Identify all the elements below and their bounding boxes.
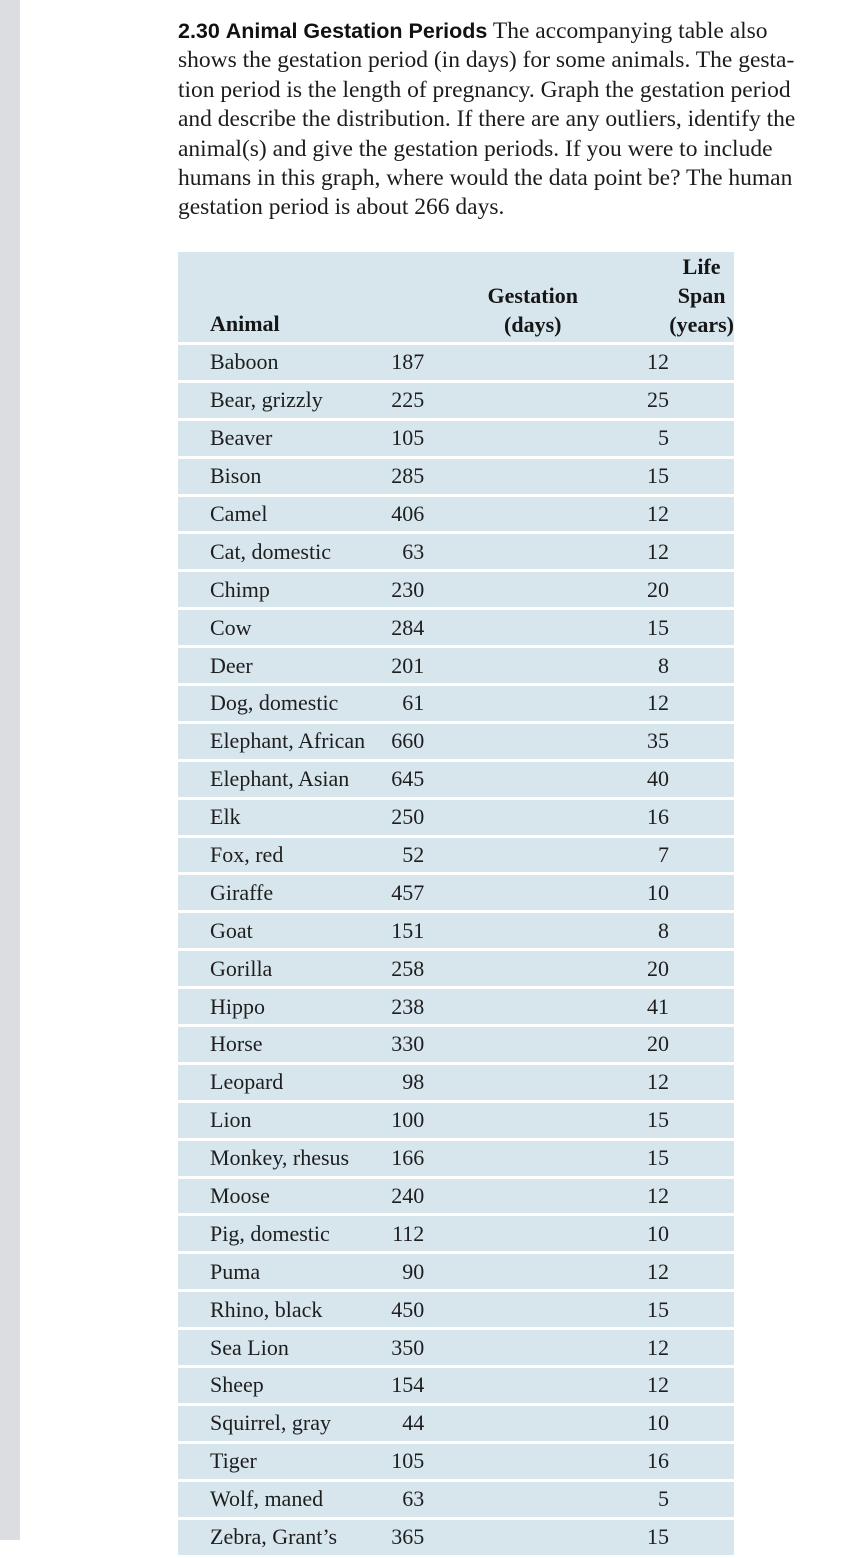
cell-animal: Sea Lion <box>178 1330 391 1368</box>
cell-lifespan: 5 <box>639 421 734 459</box>
cell-gestation: 98 <box>391 1065 639 1103</box>
cell-lifespan: 16 <box>639 800 734 838</box>
cell-gestation: 238 <box>391 989 639 1027</box>
cell-animal: Bison <box>178 459 391 497</box>
cell-lifespan: 8 <box>639 648 734 686</box>
cell-animal: Leopard <box>178 1065 391 1103</box>
cell-lifespan: 20 <box>639 951 734 989</box>
cell-lifespan: 10 <box>639 875 734 913</box>
cell-animal: Elk <box>178 800 391 838</box>
problem-text-line: gestation period is about 266 days. <box>178 194 505 221</box>
cell-animal: Moose <box>178 1179 391 1217</box>
cell-animal: Giraffe <box>178 875 391 913</box>
problem-text-line: tion period is the length of pregnancy. Graph the gestation period <box>178 76 791 103</box>
cell-gestation: 284 <box>391 610 639 648</box>
cell-gestation: 63 <box>391 534 639 572</box>
table-row <box>178 800 734 838</box>
cell-lifespan: 12 <box>639 1368 734 1406</box>
cell-lifespan: 41 <box>639 989 734 1027</box>
cell-animal: Fox, red <box>178 838 391 876</box>
table-row <box>178 1292 734 1330</box>
cell-gestation: 100 <box>391 1103 639 1141</box>
cell-animal: Horse <box>178 1027 391 1065</box>
problem-title: Animal Gestation Periods <box>225 19 488 43</box>
cell-lifespan: 20 <box>639 572 734 610</box>
header-gestation <box>391 252 639 345</box>
cell-lifespan: 15 <box>639 459 734 497</box>
cell-gestation: 350 <box>391 1330 639 1368</box>
cell-lifespan: 12 <box>639 1179 734 1217</box>
cell-gestation: 187 <box>391 345 639 383</box>
problem-text-line: animal(s) and give the gestation periods. If you were to include <box>178 135 773 162</box>
cell-animal: Lion <box>178 1103 391 1141</box>
table-row <box>178 1520 734 1558</box>
cell-animal: Wolf, maned <box>178 1482 391 1520</box>
cell-lifespan: 15 <box>639 610 734 648</box>
table-row <box>178 1254 734 1292</box>
page-margin-bar <box>0 0 20 1540</box>
cell-animal: Pig, domestic <box>178 1216 391 1254</box>
cell-animal: Bear, grizzly <box>178 383 391 421</box>
cell-gestation: 258 <box>391 951 639 989</box>
cell-lifespan: 16 <box>639 1444 734 1482</box>
cell-lifespan: 15 <box>639 1141 734 1179</box>
cell-gestation: 52 <box>391 838 639 876</box>
cell-gestation: 112 <box>391 1216 639 1254</box>
problem-statement <box>178 17 828 223</box>
cell-lifespan: 12 <box>639 345 734 383</box>
cell-gestation: 406 <box>391 497 639 535</box>
cell-gestation: 285 <box>391 459 639 497</box>
table-row <box>178 838 734 876</box>
table-row <box>178 1368 734 1406</box>
cell-lifespan: 12 <box>639 534 734 572</box>
cell-animal: Sheep <box>178 1368 391 1406</box>
cell-gestation: 166 <box>391 1141 639 1179</box>
cell-lifespan: 5 <box>639 1482 734 1520</box>
cell-gestation: 225 <box>391 383 639 421</box>
cell-lifespan: 40 <box>639 762 734 800</box>
table-row <box>178 1406 734 1444</box>
cell-gestation: 105 <box>391 421 639 459</box>
table-row <box>178 534 734 572</box>
table-row <box>178 459 734 497</box>
cell-animal: Goat <box>178 913 391 951</box>
table-header-row <box>178 252 734 345</box>
cell-animal: Gorilla <box>178 951 391 989</box>
table-row <box>178 686 734 724</box>
cell-gestation: 105 <box>391 1444 639 1482</box>
table-row <box>178 610 734 648</box>
cell-gestation: 63 <box>391 1482 639 1520</box>
gestation-table <box>178 252 734 1558</box>
cell-gestation: 457 <box>391 875 639 913</box>
problem-text-line: The accompanying table also <box>492 18 768 44</box>
cell-lifespan: 12 <box>639 497 734 535</box>
table-row <box>178 913 734 951</box>
cell-gestation: 61 <box>391 686 639 724</box>
problem-text-line: humans in this graph, where would the data point be? The human <box>178 165 793 192</box>
table-row <box>178 1216 734 1254</box>
problem-text-line: shows the gestation period (in days) for some animals. The gesta- <box>178 47 795 74</box>
table-row <box>178 1330 734 1368</box>
table-row <box>178 572 734 610</box>
cell-lifespan: 25 <box>639 383 734 421</box>
header-lifespan-line1: Life Span <box>677 254 726 308</box>
cell-lifespan: 15 <box>639 1520 734 1558</box>
cell-gestation: 154 <box>391 1368 639 1406</box>
cell-gestation: 240 <box>391 1179 639 1217</box>
cell-lifespan: 35 <box>639 724 734 762</box>
cell-gestation: 90 <box>391 1254 639 1292</box>
table-row <box>178 345 734 383</box>
problem-first-line <box>178 17 828 46</box>
table-row <box>178 951 734 989</box>
cell-animal: Baboon <box>178 345 391 383</box>
table-body <box>178 345 734 1558</box>
cell-gestation: 44 <box>391 1406 639 1444</box>
cell-gestation: 201 <box>391 648 639 686</box>
cell-animal: Zebra, Grant’s <box>178 1520 391 1558</box>
table-row <box>178 1179 734 1217</box>
table-row <box>178 421 734 459</box>
cell-lifespan: 15 <box>639 1103 734 1141</box>
header-lifespan-line2: (years) <box>669 312 734 337</box>
cell-animal: Monkey, rhesus <box>178 1141 391 1179</box>
cell-animal: Deer <box>178 648 391 686</box>
cell-lifespan: 20 <box>639 1027 734 1065</box>
table-row <box>178 989 734 1027</box>
cell-animal: Tiger <box>178 1444 391 1482</box>
table-row <box>178 1103 734 1141</box>
table-row <box>178 762 734 800</box>
cell-animal: Chimp <box>178 572 391 610</box>
table-row <box>178 648 734 686</box>
cell-gestation: 230 <box>391 572 639 610</box>
cell-gestation: 645 <box>391 762 639 800</box>
cell-lifespan: 10 <box>639 1406 734 1444</box>
cell-animal: Camel <box>178 497 391 535</box>
problem-text-line: and describe the distribution. If there are any outliers, identify the <box>178 106 796 133</box>
cell-gestation: 660 <box>391 724 639 762</box>
cell-animal: Elephant, African <box>178 724 391 762</box>
cell-animal: Cow <box>178 610 391 648</box>
cell-animal: Elephant, Asian <box>178 762 391 800</box>
cell-animal: Hippo <box>178 989 391 1027</box>
table-row <box>178 383 734 421</box>
cell-animal: Dog, domestic <box>178 686 391 724</box>
cell-animal: Rhino, black <box>178 1292 391 1330</box>
header-lifespan <box>639 252 734 345</box>
cell-lifespan: 12 <box>639 1065 734 1103</box>
cell-animal: Puma <box>178 1254 391 1292</box>
table-row <box>178 1141 734 1179</box>
table-row <box>178 1027 734 1065</box>
gestation-table-container <box>178 252 734 1558</box>
cell-animal: Cat, domestic <box>178 534 391 572</box>
header-animal: Animal <box>178 252 391 345</box>
cell-lifespan: 8 <box>639 913 734 951</box>
header-gestation-line2: (days) <box>504 312 562 337</box>
table-row <box>178 875 734 913</box>
cell-animal: Squirrel, gray <box>178 1406 391 1444</box>
header-gestation-line1: Gestation <box>487 283 578 308</box>
table-row <box>178 1444 734 1482</box>
cell-lifespan: 12 <box>639 1330 734 1368</box>
table-row <box>178 1482 734 1520</box>
cell-gestation: 151 <box>391 913 639 951</box>
cell-gestation: 250 <box>391 800 639 838</box>
cell-lifespan: 12 <box>639 686 734 724</box>
cell-lifespan: 7 <box>639 838 734 876</box>
cell-gestation: 330 <box>391 1027 639 1065</box>
problem-number: 2.30 <box>178 19 220 43</box>
cell-gestation: 450 <box>391 1292 639 1330</box>
table-row <box>178 497 734 535</box>
cell-lifespan: 12 <box>639 1254 734 1292</box>
table-row <box>178 1065 734 1103</box>
cell-lifespan: 15 <box>639 1292 734 1330</box>
cell-gestation: 365 <box>391 1520 639 1558</box>
table-row <box>178 724 734 762</box>
cell-lifespan: 10 <box>639 1216 734 1254</box>
cell-animal: Beaver <box>178 421 391 459</box>
